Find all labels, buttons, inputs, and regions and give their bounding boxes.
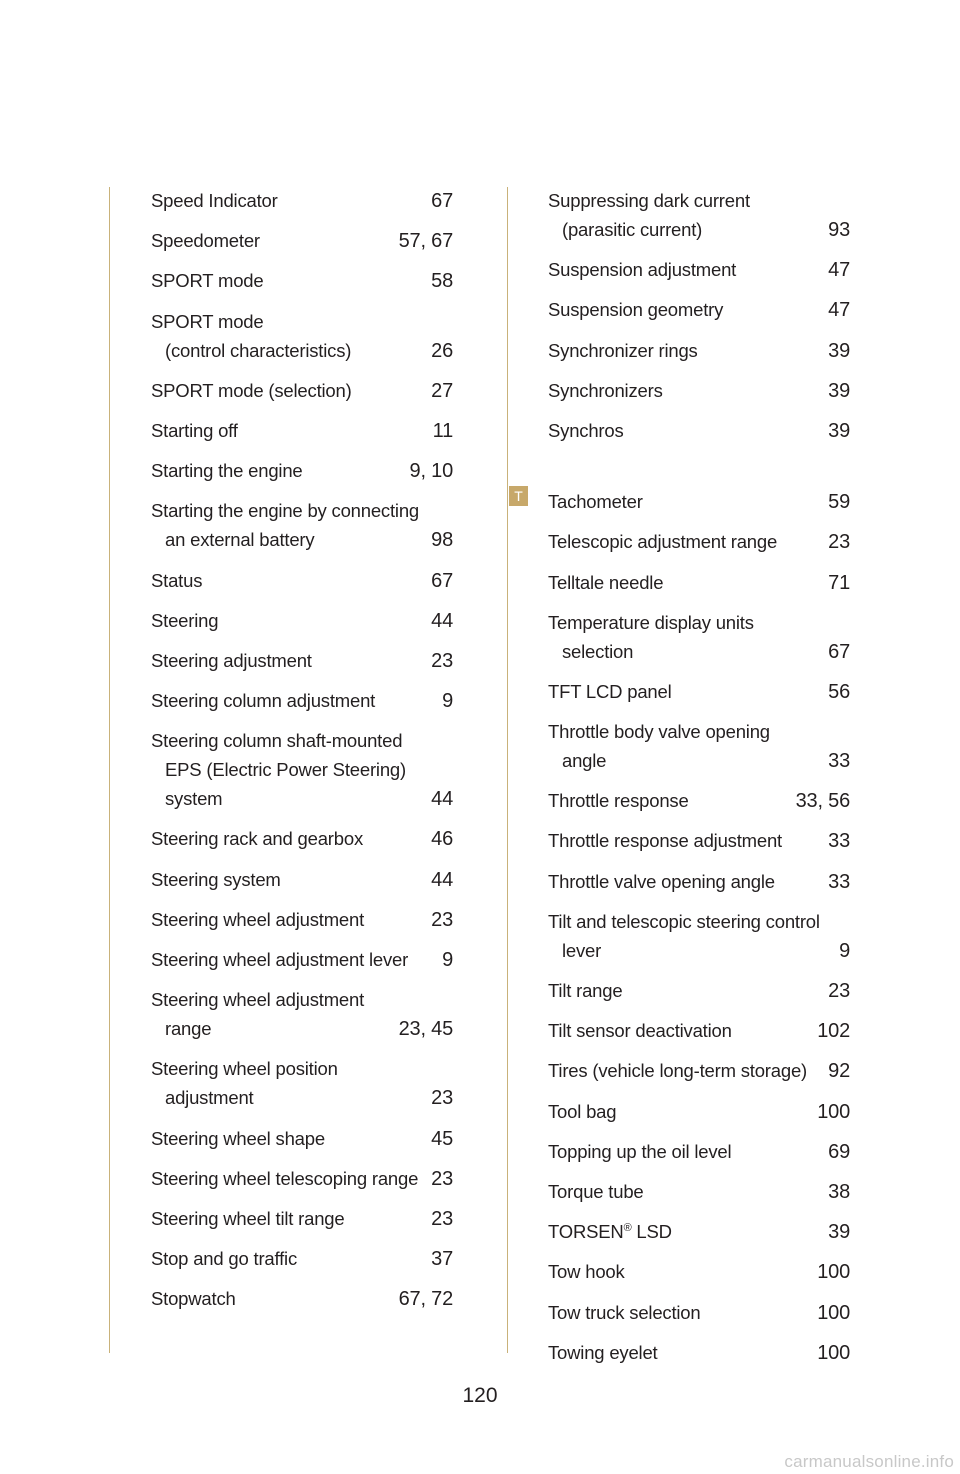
index-entry (151, 416, 453, 446)
index-entry (548, 1257, 850, 1287)
entry-term-suffix: LSD (631, 1221, 672, 1243)
entry-continuation-line (151, 784, 453, 814)
entry-term: Tilt and telescopic steering control (548, 910, 820, 932)
entry-term: Steering wheel adjustment (151, 908, 365, 930)
index-entry (151, 606, 453, 636)
entry-page-ref: 46 (431, 828, 453, 851)
page-number: 120 (462, 1384, 498, 1407)
entry-page-ref: 67 (431, 190, 453, 212)
entry-term-line (548, 336, 850, 366)
entry-term-line (548, 295, 850, 325)
index-entry (548, 416, 850, 446)
entry-page-ref: 27 (431, 379, 453, 402)
entry-term-line (548, 527, 850, 557)
index-entry (151, 376, 453, 406)
entry-term: (parasitic current) (562, 219, 703, 240)
entry-term: Steering wheel position (151, 1058, 338, 1080)
index-entry (151, 865, 453, 895)
entry-page-ref: 98 (431, 529, 453, 552)
entry-page-ref: 26 (431, 339, 453, 362)
entry-page-ref: 23 (828, 980, 850, 1002)
index-entry (151, 226, 453, 256)
entry-term-line (548, 608, 850, 637)
entry-term-line (548, 1016, 850, 1046)
entry-term-line (548, 186, 850, 215)
entry-term: EPS (Electric Power Steering) (165, 759, 406, 781)
index-entry (151, 824, 453, 854)
entry-term: Starting the engine (151, 460, 303, 482)
entry-page-ref: 37 (431, 1248, 453, 1271)
entry-term-line (548, 1097, 850, 1127)
entry-term-line (151, 456, 453, 486)
entry-term-line (548, 1137, 850, 1167)
entry-term: Steering column shaft-mounted (151, 730, 403, 752)
entry-term-line (548, 487, 850, 517)
entry-term: Speed Indicator (151, 190, 278, 211)
index-entry (548, 336, 850, 366)
entry-page-ref: 58 (431, 270, 453, 293)
entry-term-line (151, 1244, 453, 1274)
entry-page-ref: 23 (431, 649, 453, 672)
entry-term-line (151, 266, 453, 296)
index-entry (151, 566, 453, 596)
entry-term-line (151, 1164, 453, 1194)
entry-term: Stop and go traffic (151, 1248, 298, 1270)
entry-page-ref: 39 (828, 419, 850, 442)
entry-term: lever (562, 939, 602, 961)
entry-term-line (151, 186, 453, 216)
entry-term: Throttle body valve opening (548, 721, 770, 743)
entry-term-line (151, 726, 453, 755)
index-entry (548, 568, 850, 598)
entry-term-group (548, 1217, 672, 1246)
entry-term: Stopwatch (151, 1288, 236, 1310)
entry-term: Telltale needle (548, 571, 664, 593)
index-entry (151, 496, 453, 555)
entry-term: Speedometer (151, 230, 260, 252)
entry-page-ref: 23 (431, 1167, 453, 1190)
entry-term-line (151, 646, 453, 676)
entry-term-line (548, 907, 850, 936)
entry-term: Tilt range (548, 980, 623, 1001)
entry-term-line (548, 1217, 850, 1247)
entry-page-ref: 44 (431, 609, 453, 632)
entry-term: Steering rack and gearbox (151, 828, 363, 850)
entry-page-ref: 9 (839, 939, 850, 962)
entry-term: range (165, 1018, 212, 1040)
index-entry (548, 1137, 850, 1167)
index-entry (151, 456, 453, 486)
entry-continuation-line (151, 755, 453, 784)
entry-term-line (151, 985, 453, 1014)
entry-term-line (548, 1298, 850, 1328)
entry-page-ref: 100 (817, 1301, 850, 1324)
index-entry (548, 487, 850, 517)
index-entry (548, 1217, 850, 1247)
entry-page-ref: 57, 67 (398, 230, 453, 253)
entry-term: adjustment (165, 1087, 254, 1109)
entry-page-ref: 23, 45 (398, 1018, 453, 1041)
entry-term-line (151, 686, 453, 716)
index-entry (548, 186, 850, 245)
entry-term-line (151, 1124, 453, 1154)
index-entry (548, 717, 850, 776)
entry-page-ref: 69 (828, 1140, 850, 1163)
index-column-right (548, 186, 850, 1378)
entry-continuation-line (548, 746, 850, 776)
index-entry (548, 826, 850, 856)
entry-term-line (548, 677, 850, 707)
entry-page-ref: 100 (817, 1261, 850, 1284)
entry-term-line (151, 566, 453, 596)
entry-term-line (548, 717, 850, 746)
entry-term-line (548, 976, 850, 1006)
entry-term-line (548, 867, 850, 897)
entry-page-ref: 93 (828, 219, 850, 241)
index-entry (548, 867, 850, 897)
entry-term-line (548, 568, 850, 598)
entry-page-ref: 47 (828, 299, 850, 322)
index-entry (548, 376, 850, 406)
entry-page-ref: 102 (817, 1020, 850, 1043)
entry-page-ref: 100 (817, 1341, 850, 1364)
entry-continuation-line (151, 1014, 453, 1044)
index-entry (548, 255, 850, 285)
entry-page-ref: 100 (817, 1100, 850, 1123)
right-column-rule (507, 187, 508, 1353)
entry-term: Steering wheel shape (151, 1127, 325, 1149)
watermark: carmanualsonline.info (784, 1452, 954, 1471)
index-entry (548, 295, 850, 325)
entry-term-line (151, 496, 453, 525)
entry-page-ref: 67 (431, 569, 453, 592)
entry-term-line (548, 826, 850, 856)
entry-term: Steering (151, 609, 219, 631)
index-entry (151, 686, 453, 716)
index-entry (548, 1338, 850, 1368)
entry-continuation-line (151, 1083, 453, 1113)
index-entry (548, 1298, 850, 1328)
entry-term-line (151, 1284, 453, 1314)
entry-term: Throttle response adjustment (548, 830, 782, 852)
entry-term: Steering wheel telescoping range (151, 1167, 419, 1189)
index-entry (548, 1056, 850, 1086)
section-letter-tab: T (509, 486, 528, 506)
entry-term-line (548, 1338, 850, 1368)
index-entry (151, 646, 453, 676)
entry-page-ref: 67, 72 (398, 1288, 453, 1311)
entry-term: Suppressing dark current (548, 190, 750, 211)
entry-page-ref: 23 (828, 531, 850, 554)
entry-term: SPORT mode (151, 270, 264, 292)
entry-page-ref: 33 (828, 750, 850, 773)
entry-term-line (151, 905, 453, 935)
entry-term-line (548, 416, 850, 446)
entry-page-ref: 23 (431, 908, 453, 931)
entry-page-ref: 23 (431, 1207, 453, 1230)
entry-term-line (151, 606, 453, 636)
entry-term-line (151, 416, 453, 446)
index-entry (548, 1097, 850, 1127)
index-section-s (548, 186, 850, 446)
entry-continuation-line (548, 215, 850, 245)
entry-term: Tool bag (548, 1100, 617, 1122)
index-entry (548, 608, 850, 667)
entry-term: Starting the engine by connecting (151, 500, 420, 522)
entry-continuation-line (548, 936, 850, 966)
entry-page-ref: 39 (828, 379, 850, 402)
entry-page-ref: 44 (431, 868, 453, 891)
index-entry (151, 1284, 453, 1314)
entry-term: Tires (vehicle long-term storage) (548, 1060, 807, 1082)
index-entry (151, 985, 453, 1044)
index-entry (548, 1016, 850, 1046)
index-entry (151, 726, 453, 814)
entry-continuation-line (151, 525, 453, 555)
entry-continuation-line (151, 336, 453, 366)
entry-term-line (151, 824, 453, 854)
entry-term: Status (151, 569, 203, 591)
index-entry (548, 1177, 850, 1207)
entry-term: selection (562, 640, 634, 662)
entry-term: Steering wheel adjustment (151, 989, 365, 1011)
entry-term-line (151, 376, 453, 406)
index-entry (548, 907, 850, 966)
entry-page-ref: 67 (828, 640, 850, 663)
entry-term: (control characteristics) (165, 339, 352, 361)
entry-term: SPORT mode (151, 310, 264, 332)
entry-term: Torque tube (548, 1180, 644, 1202)
entry-page-ref: 9, 10 (409, 460, 453, 483)
entry-term: system (165, 788, 223, 810)
entry-term: Suspension geometry (548, 299, 724, 321)
entry-term: Tow hook (548, 1261, 625, 1283)
entry-page-ref: 33, 56 (795, 790, 850, 813)
section-gap (548, 456, 850, 487)
entry-page-ref: 11 (432, 419, 453, 442)
index-entry (548, 786, 850, 816)
entry-term: Throttle response (548, 790, 689, 812)
entry-term: TORSEN (548, 1221, 624, 1243)
entry-term: Tachometer (548, 491, 643, 513)
entry-term: Synchros (548, 419, 624, 441)
entry-page-ref: 9 (442, 690, 453, 713)
entry-term-line (151, 307, 453, 336)
entry-term: Towing eyelet (548, 1341, 658, 1363)
entry-term: Synchronizers (548, 379, 663, 401)
index-column-left (151, 186, 453, 1325)
index-entry (151, 1244, 453, 1274)
entry-page-ref: 45 (431, 1127, 453, 1150)
index-entry (151, 1124, 453, 1154)
index-entry (151, 1054, 453, 1113)
entry-term-line (151, 1204, 453, 1234)
entry-term-line (548, 255, 850, 285)
entry-term: Throttle valve opening angle (548, 870, 775, 892)
entry-page-ref: 56 (828, 680, 850, 703)
index-entry (548, 677, 850, 707)
index-entry (151, 1164, 453, 1194)
entry-term-line (151, 865, 453, 895)
entry-page-ref: 39 (828, 1221, 850, 1244)
index-entry (151, 266, 453, 296)
entry-term-line (548, 786, 850, 816)
registered-mark: ® (623, 1221, 632, 1234)
entry-page-ref: 33 (828, 830, 850, 853)
entry-term: Steering adjustment (151, 649, 312, 671)
index-section-t (548, 487, 850, 1368)
entry-term-line (151, 1054, 453, 1083)
entry-page-ref: 38 (828, 1180, 850, 1203)
left-column-rule (109, 187, 110, 1353)
index-entry (548, 527, 850, 557)
entry-term: Tow truck selection (548, 1301, 701, 1323)
entry-term: Steering column adjustment (151, 690, 376, 712)
index-entry (151, 186, 453, 216)
index-entry (151, 1204, 453, 1234)
entry-term: an external battery (165, 529, 315, 551)
entry-term: Topping up the oil level (548, 1140, 732, 1162)
index-entry (151, 307, 453, 366)
entry-term: Steering wheel tilt range (151, 1207, 345, 1229)
index-entry (151, 905, 453, 935)
entry-term: Temperature display units (548, 611, 754, 633)
entry-term: Telescopic adjustment range (548, 531, 778, 553)
entry-page-ref: 47 (828, 259, 850, 282)
entry-term: Steering system (151, 868, 281, 890)
entry-term: Tilt sensor deactivation (548, 1020, 732, 1042)
entry-page-ref: 9 (442, 949, 453, 971)
entry-term: TFT LCD panel (548, 680, 672, 702)
entry-term: SPORT mode (selection) (151, 379, 352, 401)
entry-term: angle (562, 750, 607, 772)
entry-term-line (548, 1177, 850, 1207)
entry-page-ref: 33 (828, 870, 850, 893)
entry-term-line (548, 376, 850, 406)
index-entry (548, 976, 850, 1006)
entry-term-line (151, 945, 453, 975)
entry-page-ref: 44 (431, 788, 453, 811)
entry-page-ref: 71 (828, 571, 850, 594)
entry-page-ref: 92 (828, 1060, 850, 1083)
entry-term: Steering wheel adjustment lever (151, 949, 409, 970)
entry-term-line (151, 226, 453, 256)
entry-page-ref: 59 (828, 491, 850, 514)
entry-page-ref: 23 (431, 1087, 453, 1110)
entry-term: Starting off (151, 419, 238, 441)
index-entry (151, 945, 453, 975)
entry-term: Suspension adjustment (548, 259, 737, 281)
entry-term-line (548, 1056, 850, 1086)
entry-continuation-line (548, 637, 850, 667)
entry-term: Synchronizer rings (548, 339, 698, 361)
entry-page-ref: 39 (828, 339, 850, 362)
entry-term-line (548, 1257, 850, 1287)
